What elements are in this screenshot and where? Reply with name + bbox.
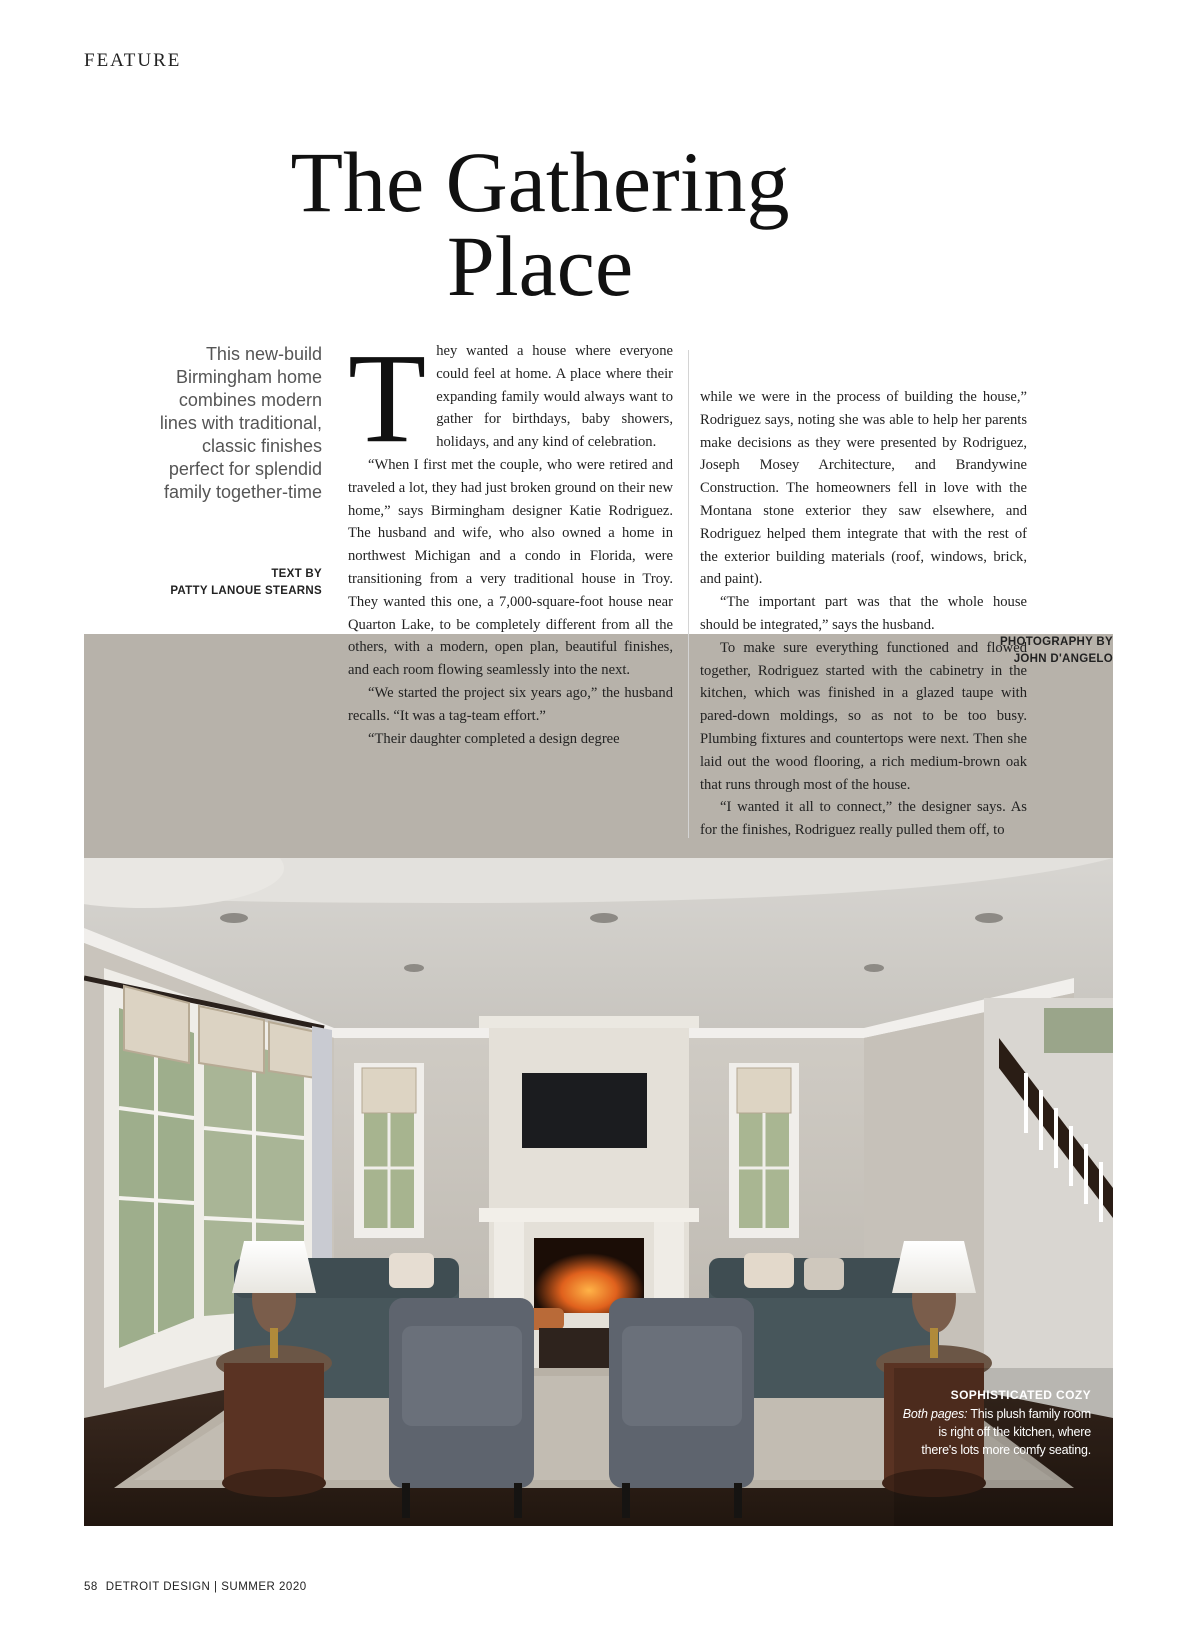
photo-caption	[901, 1388, 1091, 1459]
section-label: FEATURE	[84, 50, 182, 71]
caption-lead: Both pages:	[902, 1407, 968, 1421]
family-room-photo	[84, 858, 1113, 1526]
body-paragraph-text: hey wanted a house where everyone could feel at home. A place where their expanding family would always want to gather for birthdays, baby showers, holidays, and any kind of celebration.	[436, 343, 673, 451]
text-credit-label: TEXT BY	[271, 568, 322, 580]
body-paragraph: “When I first met the couple, who were retired and traveled a lot, they had just broken ground on their new home,” says Birmingham designer Katie Rodriguez. The husband and wife, who also owned a home in northwest Michigan and a condo in Florida, were transitioning from a very traditional house in Troy. They wanted this one, a 7,000-square-foot house near Quarton Lake, to be completely different from all the others, with a modern, open plan, beautiful finishes, and each room flowing seamlessly into the next.	[348, 456, 673, 679]
article-deck: This new-build Birmingham home combines modern lines with traditional, classic finishes perfect for splendid family together-time	[159, 344, 322, 502]
drop-cap: T	[348, 327, 427, 469]
page-footer	[84, 1581, 307, 1593]
photo-credit-author: JOHN D'ANGELO	[1013, 653, 1113, 665]
text-credit	[150, 566, 322, 600]
body-paragraph	[348, 327, 673, 469]
caption-body	[901, 1405, 1091, 1459]
body-paragraph: “I wanted it all to connect,” the designer says. As for the finishes, Rodriguez really pulled them off, to	[700, 799, 1027, 839]
page-number: 58	[84, 1581, 98, 1593]
caption-heading: SOPHISTICATED COZY	[950, 1388, 1091, 1402]
publication-line: DETROIT DESIGN | SUMMER 2020	[105, 1581, 307, 1593]
body-column-left	[348, 327, 673, 750]
body-column-right	[700, 386, 1027, 842]
body-paragraph: To make sure everything functioned and flowed together, Rodriguez started with the cabinetry in the kitchen, which was finished in a glazed taupe with pared-down moldings, so as not to be too busy. Plumbing fixtures and countertops were next. Then she laid out the wood flooring, a rich medium-brown oak that runs through most of the house.	[700, 639, 1027, 793]
text-credit-author: PATTY LANOUE STEARNS	[170, 585, 322, 597]
body-paragraph: “We started the project six years ago,” the husband recalls. “It was a tag-team effort.”	[348, 684, 673, 724]
body-paragraph: “Their daughter completed a design degree	[368, 730, 620, 747]
body-paragraph: while we were in the process of building the house,” Rodriguez says, noting she was able to help her parents make decisions as they were presented by Rodriguez, Joseph Mosey Architecture, and Brandywine Construction. The homeowners fell in love with the Montana stone exterior they saw elsewhere, and Rodriguez helped them integrate that with the rest of the exterior building materials (roof, windows, brick, and paint).	[700, 389, 1027, 588]
headline-line-2: Place	[446, 218, 634, 314]
column-rule	[688, 350, 689, 838]
article-headline	[230, 134, 850, 314]
body-paragraph: “The important part was that the whole house should be integrated,” says the husband.	[700, 594, 1027, 633]
photo-credit-label: PHOTOGRAPHY BY	[999, 636, 1113, 648]
headline-line-1: The Gathering	[290, 134, 790, 230]
caption-text: This plush family room is right off the kitchen, where there's lots more comfy seating.	[921, 1407, 1091, 1457]
